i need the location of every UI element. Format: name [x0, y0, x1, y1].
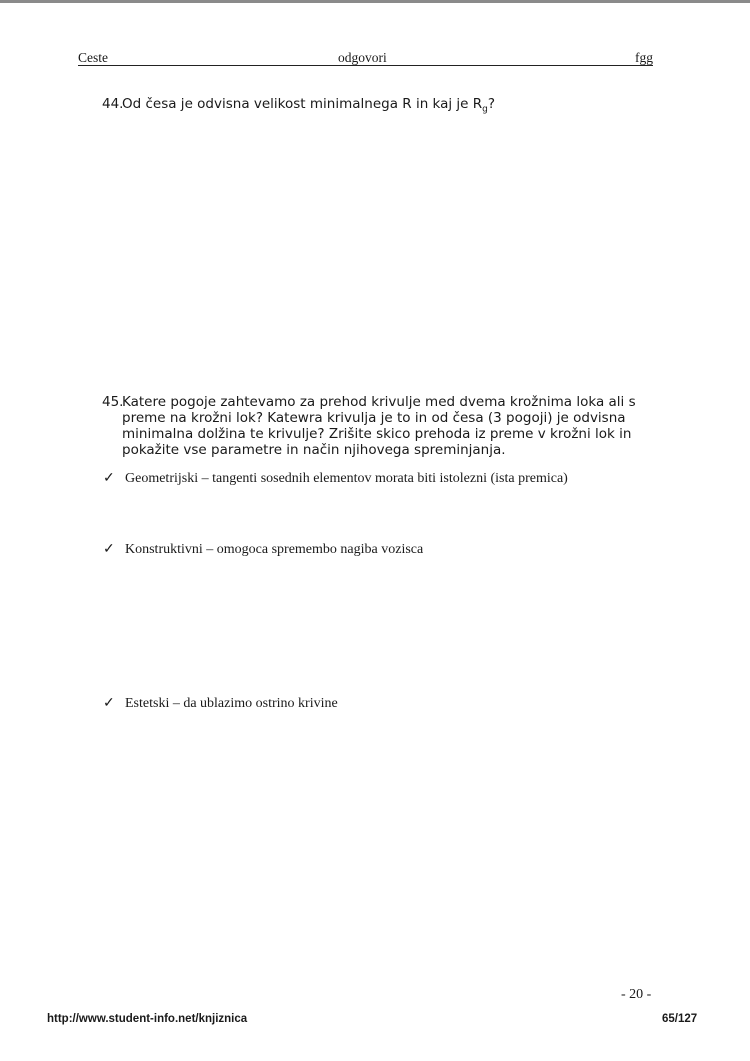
- header-rule: [78, 65, 653, 66]
- question-text: [122, 394, 636, 458]
- page-header: [78, 50, 653, 66]
- question-line: pokažite vse parametre in način njihovega spreminjanja.: [122, 442, 506, 458]
- footer-url: http://www.student-info.net/knjiznica: [47, 1013, 248, 1025]
- checkmark-icon: ✓: [103, 542, 115, 557]
- answer-item-constructive: [103, 541, 423, 559]
- header-center: odgovori: [338, 50, 387, 65]
- checkmark-icon: ✓: [103, 471, 115, 486]
- question-number: 45.: [102, 394, 124, 410]
- question-45: [102, 394, 672, 458]
- question-line: minimalna dolžina te krivulje? Zrišite skico prehoda iz preme v krožni lok in: [122, 426, 632, 442]
- answer-text: Estetski – da ublazimo ostrino krivine: [125, 696, 338, 711]
- scan-top-edge: [0, 0, 750, 3]
- checkmark-icon: ✓: [103, 696, 115, 711]
- footer-page-count: 65/127: [662, 1013, 698, 1025]
- header-left: Ceste: [78, 50, 108, 65]
- question-line: Katere pogoje zahtevamo za prehod krivulje med dvema krožnima loka ali s: [122, 394, 636, 410]
- answer-text: Konstruktivni – omogoca spremembo nagiba vozisca: [125, 542, 424, 557]
- question-number: 44.: [102, 96, 124, 112]
- question-text: Od česa je odvisna velikost minimalnega R in kaj je $R_g$?: [122, 96, 496, 115]
- answer-item-geometric: [103, 470, 568, 488]
- answer-item-aesthetic: [103, 695, 338, 713]
- subscript-g: g: [482, 104, 488, 115]
- question-line: preme na krožni lok? Katewra krivulja je to in od česa (3 pogoji) je odvisna: [122, 410, 626, 426]
- header-right: fgg: [635, 50, 653, 65]
- page-number: - 20 -: [621, 987, 652, 1002]
- answer-text: Geometrijski – tangenti sosednih elementov morata biti istolezni (ista premica): [125, 471, 568, 486]
